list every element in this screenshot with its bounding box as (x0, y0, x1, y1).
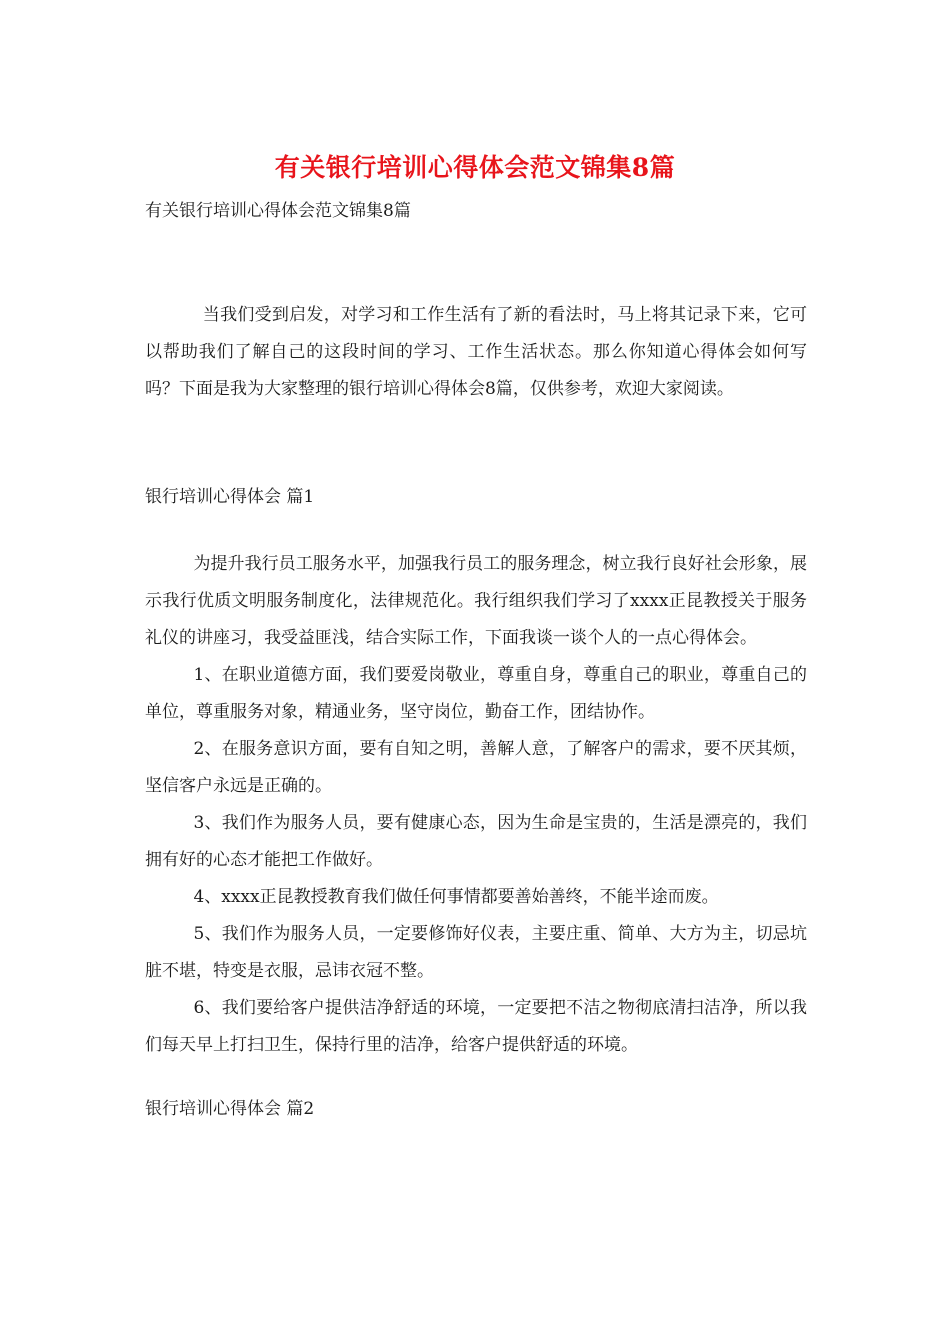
paragraph: 3、我们作为服务人员，要有健康心态，因为生命是宝贵的，生活是漂亮的，我们拥有好的心态才能把工作做好。 (145, 813, 807, 870)
paragraph: 2、在服务意识方面，要有自知之明，善解人意，了解客户的需求，要不厌其烦，坚信客户永远是正确的。 (145, 739, 807, 796)
intro-paragraph: 当我们受到启发，对学习和工作生活有了新的看法时，马上将其记录下来，它可以帮助我们了解自己的这段时间的学习、工作生活状态。那么你知道心得体会如何写吗？下面是我为大家整理的银行培训心得体会8篇，仅供参考，欢迎大家阅读。 (145, 305, 807, 399)
paragraph: 1、在职业道德方面，我们要爱岗敬业，尊重自身，尊重自己的职业，尊重自己的单位，尊重服务对象，精通业务，坚守岗位，勤奋工作，团结协作。 (145, 665, 807, 722)
paragraph: 6、我们要给客户提供洁净舒适的环境，一定要把不洁之物彻底清扫洁净，所以我们每天早上打扫卫生，保持行里的洁净，给客户提供舒适的环境。 (145, 998, 807, 1055)
paragraph: 4、xxxx正昆教授教育我们做任何事情都要善始善终，不能半途而废。 (193, 887, 719, 907)
section-heading-1: 银行培训心得体会 篇1 (145, 487, 315, 507)
document-subtitle: 有关银行培训心得体会范文锦集8篇 (145, 201, 411, 221)
paragraph: 为提升我行员工服务水平，加强我行员工的服务理念，树立我行良好社会形象，展示我行优质文明服务制度化，法律规范化。我行组织我们学习了xxxx正昆教授关于服务礼仪的讲座习，我受益匪浅，结合实际工作，下面我谈一谈个人的一点心得体会。 (145, 554, 807, 648)
section-heading-2: 银行培训心得体会 篇2 (145, 1099, 315, 1119)
section-1-body (145, 546, 807, 1064)
paragraph: 5、我们作为服务人员，一定要修饰好仪表，主要庄重、简单、大方为主，切忌坑脏不堪，特变是衣服，忌讳衣冠不整。 (145, 924, 807, 981)
document-title: 有关银行培训心得体会范文锦集8篇 (274, 153, 676, 182)
intro-block (145, 297, 807, 408)
